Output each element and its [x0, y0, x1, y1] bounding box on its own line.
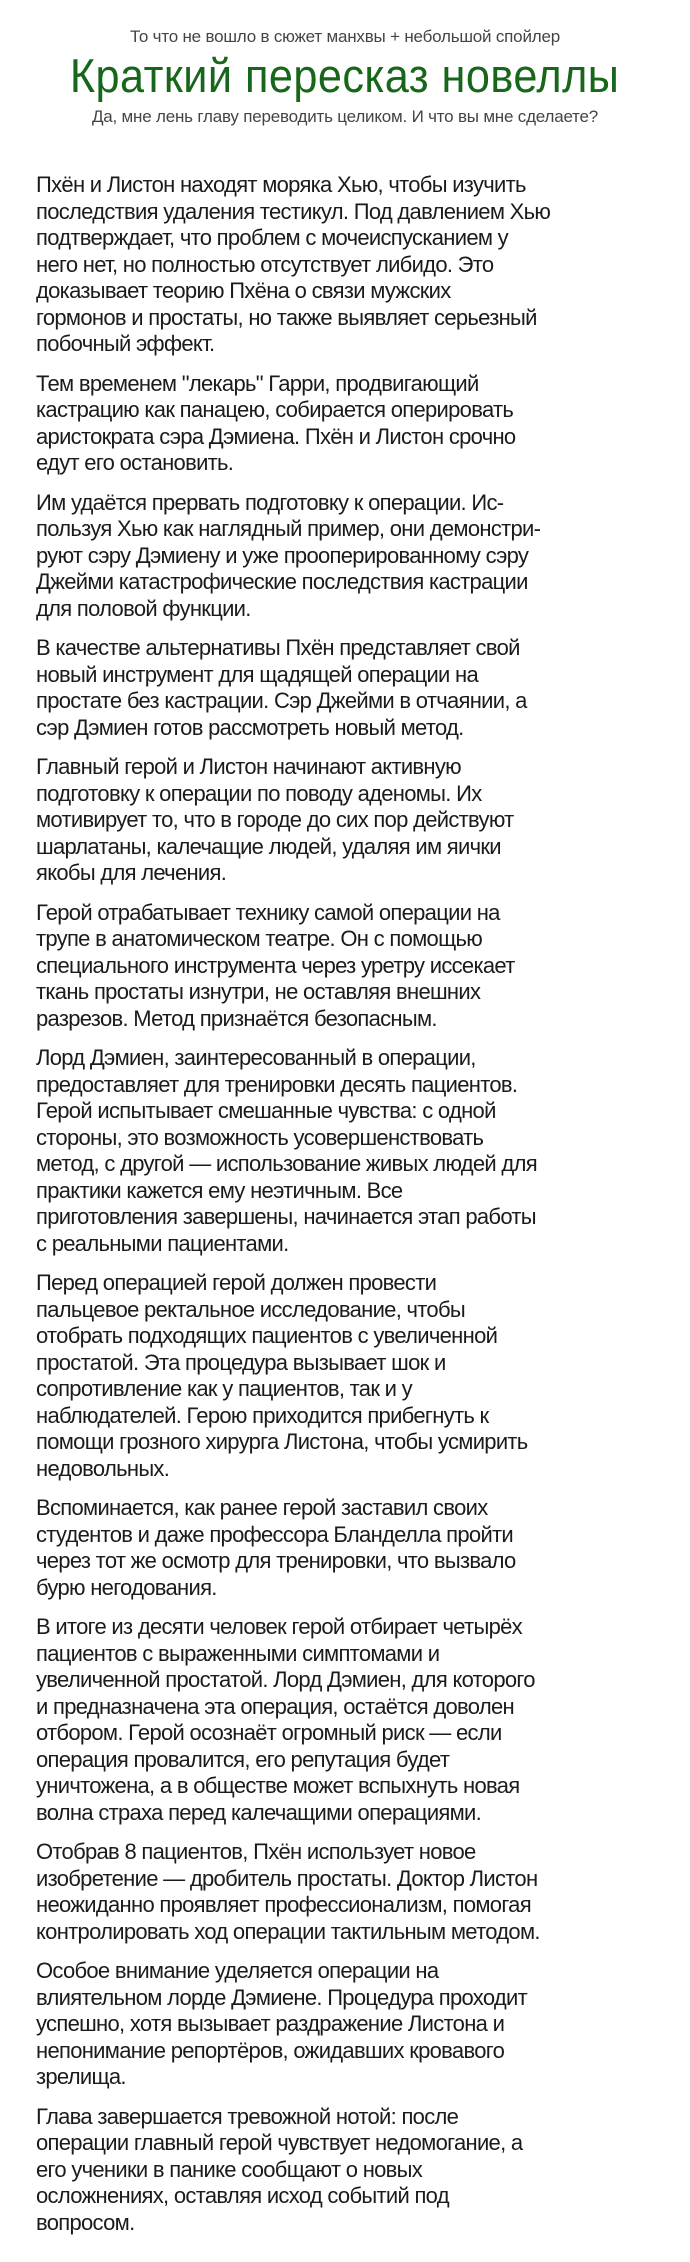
paragraph-line: доказывает теорию Пхёна о связи мужских — [36, 278, 451, 303]
paragraph-line: недовольных. — [36, 1455, 170, 1481]
paragraph-line: кастрацию как панацею, собирается оперировать — [36, 397, 514, 422]
paragraph-line: бурю негодования. — [36, 1574, 217, 1600]
paragraph-line: него нет, но полностью отсутствует либидо. Это — [36, 251, 494, 277]
paragraph-line: простате без кастрации. Сэр Джейми в отчаянии, а — [36, 688, 527, 713]
paragraph-line: предоставляет для тренировки десять пациентов. — [36, 1071, 518, 1097]
paragraph — [36, 754, 666, 887]
paragraph-line: трупе в анатомическом театре. Он с помощью — [36, 926, 483, 951]
paragraph-line: якобы для лечения. — [36, 860, 227, 885]
paragraph-line: отбором. Герой осознаёт огромный риск — если — [36, 1720, 502, 1745]
paragraph — [36, 2104, 666, 2237]
paragraph-line: отобрать подходящих пациентов с увеличенной — [36, 1323, 498, 1348]
paragraph-line: Главный герой и Листон начинают активную — [36, 754, 461, 779]
paragraph-line: едут его остановить. — [36, 450, 234, 475]
paragraph-line: В итоге из десяти человек герой отбирает четырёх — [36, 1614, 522, 1639]
paragraph-line: разрезов. Метод признаётся безопасным. — [36, 1005, 437, 1031]
article-body — [36, 172, 666, 2249]
paragraph-line: Пхён и Листон находят моряка Хью, чтобы изучить — [36, 172, 526, 197]
paragraph-line: волна страха перед калечащими операциями. — [36, 1799, 482, 1825]
paragraph-line: увеличенной простатой. Лорд Дэмиен, для которого — [36, 1667, 535, 1692]
paragraph-line: ткань простаты изнутри, не оставляя внешних — [36, 979, 481, 1004]
paragraph-line: приготовления завершены, начинается этап работы — [36, 1204, 536, 1229]
paragraph — [36, 900, 666, 1033]
paragraph — [36, 1270, 666, 1482]
paragraph-line: подготовку к операции по поводу аденомы. Их — [36, 780, 482, 806]
paragraph-line: помощи грозного хирурга Листона, чтобы усмирить — [36, 1429, 528, 1454]
paragraph-line: гормонов и простаты, но также выявляет серьезный — [36, 304, 537, 330]
page-header — [0, 0, 690, 128]
paragraph-line: операция провалится, его репутация будет — [36, 1746, 450, 1772]
paragraph-line: уничтожена, а в обществе может вспыхнуть новая — [36, 1773, 520, 1798]
paragraph-line: простатой. Эта процедура вызывает шок и — [36, 1349, 446, 1375]
paragraph — [36, 1839, 666, 1945]
paragraph — [36, 1614, 666, 1826]
paragraph-line: пальцевое ректальное исследование, чтобы — [36, 1296, 465, 1322]
paragraph-line: Вспоминается, как ранее герой заставил своих — [36, 1495, 488, 1520]
paragraph-line: специального инструмента через уретру иссекает — [36, 952, 515, 978]
paragraph-line: наблюдателей. Герою приходится прибегнуть к — [36, 1402, 489, 1428]
paragraph — [36, 1958, 666, 2091]
paragraph-line: новый инструмент для щадящей операции на — [36, 661, 479, 687]
paragraph-line: Герой отрабатывает технику самой операции на — [36, 899, 500, 925]
paragraph-line: Им удаётся прервать подготовку к операции. Ис- — [36, 489, 504, 515]
paragraph — [36, 172, 666, 358]
paragraph-line: пациентов с выраженными симптомами и — [36, 1640, 440, 1666]
paragraph-line: контролировать ход операции тактильным методом. — [36, 1918, 540, 1944]
paragraph-line: влиятельном лорде Дэмиене. Процедура проходит — [36, 1984, 528, 2010]
paragraph-line: метод, с другой — использование живых людей для — [36, 1151, 537, 1176]
paragraph — [36, 635, 666, 741]
paragraph-line: его ученики в панике сообщают о новых — [36, 2156, 423, 2182]
paragraph-line: Глава завершается тревожной нотой: после — [36, 2103, 459, 2129]
paragraph-line: В качестве альтернативы Пхён представляет свой — [36, 635, 520, 660]
paragraph-line: мотивирует то, что в городе до сих пор действуют — [36, 807, 514, 832]
paragraph-line: Перед операцией герой должен провести — [36, 1270, 437, 1295]
tagline-text: Да, мне лень главу переводить целиком. И что вы мне сделаете? — [91, 107, 599, 126]
paragraph-line: аристократа сэра Дэмиена. Пхён и Листон срочно — [36, 423, 516, 449]
paragraph-line: зрелища. — [36, 2064, 126, 2089]
paragraph — [36, 1495, 666, 1601]
paragraph-line: Отобрав 8 пациентов, Пхён использует новое — [36, 1839, 476, 1864]
paragraph-line: успешно, хотя вызывает раздражение Листона и — [36, 2011, 505, 2036]
paragraph-line: неожиданно проявляет профессионализм, помогая — [36, 1892, 531, 1917]
paragraph-line: и предназначена эта операция, остаётся доволен — [36, 1693, 514, 1719]
paragraph-line: сопротивление как у пациентов, так и у — [36, 1376, 412, 1401]
paragraph — [36, 490, 666, 623]
paragraph-line: непонимание репортёров, ожидавших кровавого — [36, 2037, 505, 2063]
paragraph-line: руют сэру Дэмиену и уже прооперированному сэру — [36, 542, 529, 568]
paragraph-line: студентов и даже профессора Бланделла пройти — [36, 1521, 514, 1547]
paragraph — [36, 1045, 666, 1257]
page-title: Краткий пересказ новеллы — [70, 49, 620, 102]
paragraph-line: сэр Дэмиен готов рассмотреть новый метод. — [36, 714, 464, 740]
paragraph — [36, 371, 666, 477]
paragraph-line: шарлатаны, калечащие людей, удаляя им яички — [36, 833, 501, 859]
paragraph-line: с реальными пациентами. — [36, 1230, 289, 1256]
paragraph-line: операции главный герой чувствует недомогание, а — [36, 2130, 523, 2155]
paragraph-line: практики кажется ему неэтичным. Все — [36, 1177, 403, 1203]
paragraph-line: через тот же осмотр для тренировки, что вызвало — [36, 1548, 516, 1573]
paragraph-line: для половой функции. — [36, 595, 251, 621]
paragraph-line: последствия удаления тестикул. Под давлением Хью — [36, 198, 551, 224]
kicker-text: То что не вошло в сюжет манхвы + небольшой спойлер — [130, 27, 560, 46]
paragraph-line: стороны, это возможность усовершенствовать — [36, 1124, 484, 1150]
paragraph-line: Джейми катастрофические последствия кастрации — [36, 569, 528, 594]
paragraph-line: Тем временем "лекарь" Гарри, продвигающий — [36, 370, 479, 396]
paragraph-line: подтверждает, что проблем с мочеиспусканием у — [36, 225, 508, 250]
paragraph-line: осложнениях, оставляя исход событий под — [36, 2183, 449, 2208]
paragraph-line: Герой испытывает смешанные чувства: с одной — [36, 1098, 496, 1123]
paragraph-line: вопросом. — [36, 2209, 135, 2235]
paragraph-line: побочный эффект. — [36, 331, 215, 356]
paragraph-line: Особое внимание уделяется операции на — [36, 1958, 439, 1983]
paragraph-line: изобретение — дробитель простаты. Доктор Листон — [36, 1865, 538, 1891]
paragraph-line: пользуя Хью как наглядный пример, они демонстри- — [36, 516, 541, 541]
paragraph-line: Лорд Дэмиен, заинтересованный в операции, — [36, 1045, 476, 1070]
